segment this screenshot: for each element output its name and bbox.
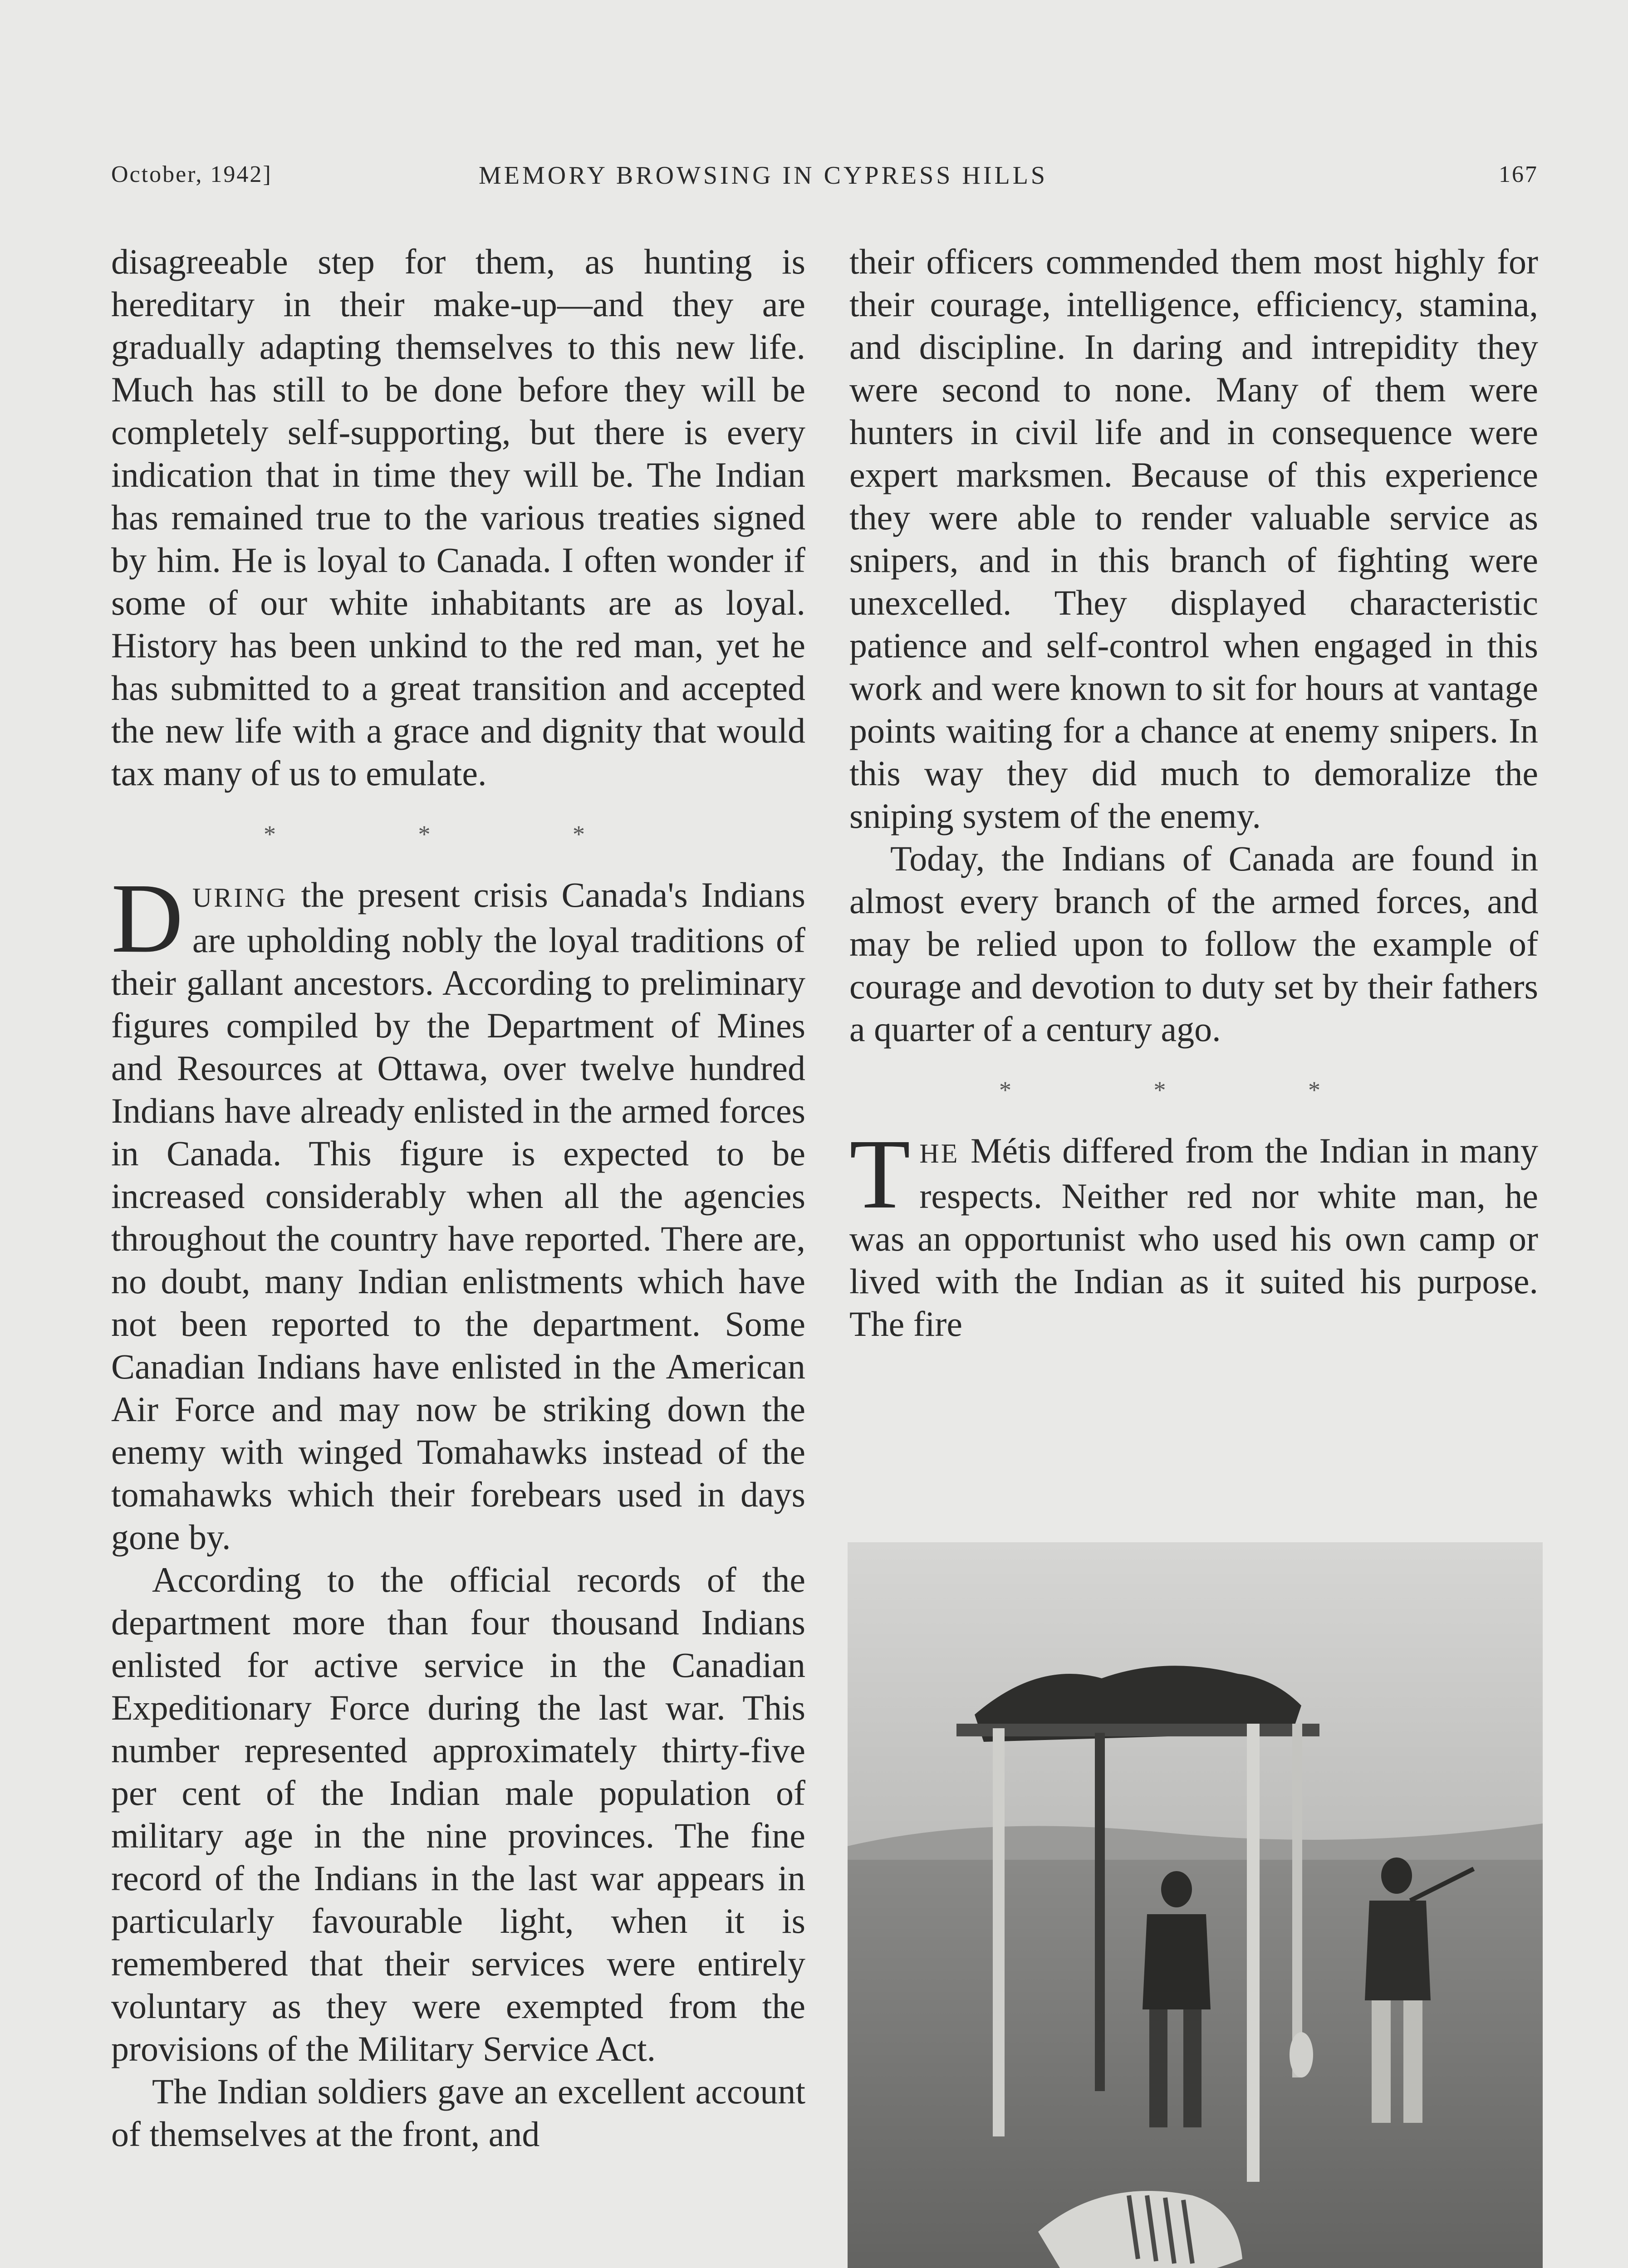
paragraph: disagreeable step for them, as hunting is hereditary in their make-up—and they are gradually adapting themselves to this new life. Much has still to be done before they will be completely self-supporting, but there is every indication that in time they will be. The Indian has remained true to the various treaties signed by him. He is loyal to Canada. I often wonder if some of our white inhabitants are as loyal. History has been unkind to the red man, yet he has submitted to a great transition and accepted the new life with a grace and dignity that would tax many of us to emulate. <box>111 242 805 793</box>
paragraph: The Indian soldiers gave an excellent account of themselves at the front, and <box>111 2072 805 2154</box>
paragraph-with-dropcap <box>111 863 805 1559</box>
running-header <box>111 156 1538 211</box>
paragraph: their officers commended them most highly for their courage, intelligence, efficiency, stamina, and discipline. In daring and intrepidity they were second to none. Many of them were hunters in civil life and in consequence were expert marksmen. Because of this experience they were able to render valuable service as snipers, and in this branch of fighting were unexcelled. They displayed characteristic patience and self-control when engaged in this work and were known to sit for hours at vantage points waiting for a chance at enemy snipers. In this way they did much to demoralize the sniping system of the enemy. <box>849 242 1538 836</box>
left-column <box>111 240 805 2156</box>
paragraph-with-dropcap <box>849 1119 1538 1345</box>
small-caps-lead: URING <box>192 883 288 913</box>
photo-illustration <box>848 1542 1543 2268</box>
article-title: MEMORY BROWSING IN CYPRESS HILLS <box>479 161 1048 190</box>
issue-date: October, 1942] <box>111 161 272 187</box>
small-caps-lead: HE <box>919 1139 960 1168</box>
drop-cap: D <box>111 863 183 973</box>
paragraph: According to the official records of the department more than four thousand Indians enlisted for active service in the Canadian Expeditionary Force during the last war. This number represented approximately thirty-five per cent of the Indian male population of military age in the nine provinces. The fine record of the Indians in the last war appears in particularly favourable light, when it is remembered that their services were entirely voluntary as they were exempted from the provisions of the Military Service Act. <box>111 1560 805 2068</box>
section-separator: * * * <box>999 1076 1388 1104</box>
page-number: 167 <box>1499 161 1538 187</box>
paragraph-text: the present crisis Canada's Indians are upholding nobly the loyal traditions of their gallant ancestors. According to preliminary figures compiled by the Department of Mines and Resources at Ottawa, over twelve hundred Indians have already enlisted in the armed forces in Canada. This figure is expected to be increased considerably when all the agencies throughout the country have reported. There are, no doubt, many Indian enlistments which have not been reported to the department. Some Canadian Indians have enlisted in the American Air Force and may now be striking down the enemy with winged Tomahawks instead of the tomahawks which their forebears used in days gone by. <box>111 875 805 1557</box>
drop-cap: T <box>849 1119 911 1229</box>
paragraph-text: Métis differed from the Indian in many respects. Neither red nor white man, he was an opportunist who used his own camp or lived with the Indian as it suited his purpose. The fire <box>849 1131 1538 1344</box>
section-separator: * * * <box>264 821 653 848</box>
paragraph: Today, the Indians of Canada are found in almost every branch of the armed forces, and may be relied upon to follow the example of courage and devotion to duty set by their fathers a quarter of a century ago. <box>849 839 1538 1049</box>
right-column <box>849 240 1538 1345</box>
scaffold-grave-photo <box>848 1542 1543 2268</box>
